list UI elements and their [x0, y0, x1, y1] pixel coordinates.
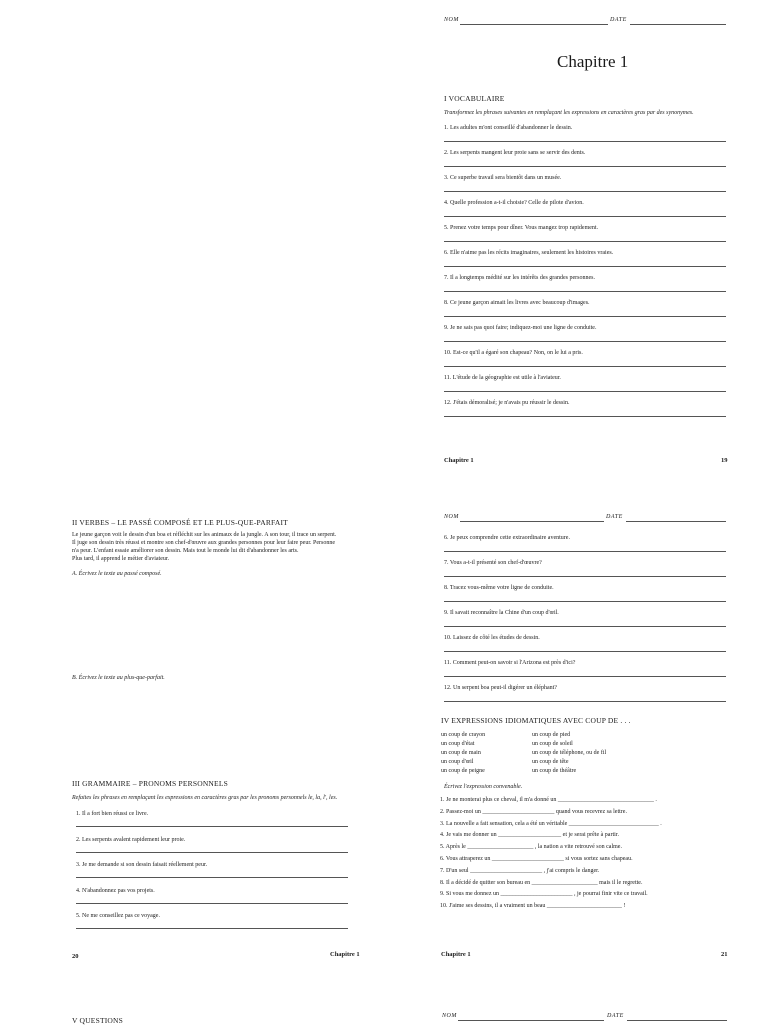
answer-line[interactable]	[444, 416, 726, 417]
exercise-item: 9. Il savait reconnaître la Chine d'un coup d'œil.	[444, 610, 559, 616]
exercise-item: 4. N'abandonnez pas vos projets.	[76, 887, 155, 894]
expression-item: un coup de peigne	[441, 768, 485, 774]
instruction: Refaites les phrases en remplaçant les expressions en caractères gras par les pronoms personnels le, la, l', les.	[72, 795, 338, 801]
expression-item: un coup de théâtre	[532, 768, 577, 774]
answer-line[interactable]	[76, 877, 348, 878]
answer-line[interactable]	[444, 266, 726, 267]
answer-line[interactable]	[76, 826, 348, 827]
fill-item: 7. D'un seul ________________________ , j'ai compris le danger.	[440, 867, 600, 874]
footer-chapter: Chapitre 1	[330, 951, 360, 958]
passage-line: Le jeune garçon voit le dessin d'un boa et réfléchit sur les animaux de la jungle. A son tour, il trace un serpent.	[72, 532, 337, 538]
page-number: 19	[721, 457, 728, 464]
exercise-item: 2. Les serpents avalent rapidement leur proie.	[76, 836, 186, 843]
task-b: B. Écrivez le texte au plus-que-parfait.	[72, 675, 165, 681]
section-title-grammaire: III GRAMMAIRE – PRONOMS PERSONNELS	[72, 779, 228, 788]
expression-item: un coup de soleil	[532, 741, 573, 747]
exercise-item: 5. Prenez votre temps pour dîner. Vous mangez trop rapidement.	[444, 225, 599, 231]
exercise-item: 11. Comment peut-on savoir si l'Arizona est près d'ici?	[444, 660, 576, 666]
exercise-item: 3. Je me demande si son dessin faisait réellement peur.	[76, 862, 208, 868]
exercise-item: 10. Est-ce qu'il a égaré son chapeau? Non, on le lui a pris.	[444, 350, 583, 356]
nom-label: NOM	[442, 1013, 457, 1019]
exercise-item: 5. Ne me conseillez pas ce voyage.	[76, 913, 160, 919]
exercise-item: 6. Je peux comprendre cette extraordinaire aventure.	[444, 535, 570, 541]
section-title-verbes: II VERBES – LE PASSÉ COMPOSÉ ET LE PLUS-QUE-PARFAIT	[72, 518, 288, 527]
exercise-item: 1. Les adultes m'ont conseillé d'abandonner le dessin.	[444, 125, 573, 131]
exercise-item: 3. Ce superbe travail sera bientôt dans un musée.	[444, 175, 562, 181]
date-label: DATE	[610, 17, 627, 23]
answer-line[interactable]	[444, 166, 726, 167]
page-20	[0, 510, 384, 1010]
expression-item: un coup de pied	[532, 732, 571, 738]
fill-item: 1. Je ne monterai plus ce cheval, il m'a donné un ________________________________ .	[440, 797, 657, 803]
exercise-item: 7. Il a longtemps médité sur les intérêts des grandes personnes.	[444, 275, 595, 281]
answer-line[interactable]	[444, 576, 726, 577]
date-line	[630, 24, 726, 25]
exercise-item: 4. Quelle profession a-t-il choisie? Celle de pilote d'avion.	[444, 200, 584, 206]
page-number: 20	[72, 953, 79, 960]
nom-label: NOM	[444, 17, 459, 23]
section-title-expressions: IV EXPRESSIONS IDIOMATIQUES AVEC COUP DE . . .	[441, 716, 631, 725]
instruction: Écrivez l'expression convenable.	[444, 784, 523, 790]
footer-chapter: Chapitre 1	[441, 951, 471, 958]
answer-line[interactable]	[444, 191, 726, 192]
instruction: Transformez les phrases suivantes en remplaçant les expressions en caractères gras par des synonymes.	[444, 110, 694, 116]
fill-item: 4. Je vais me donner un _____________________ et je serai prête à partir.	[440, 832, 619, 839]
expression-item: un coup d'œil	[441, 759, 474, 765]
page-21	[384, 510, 768, 1010]
exercise-item: 8. Ce jeune garçon aimait les livres avec beaucoup d'images.	[444, 300, 590, 306]
page-22	[0, 1010, 768, 1024]
fill-item: 2. Passez-moi un ________________________ quand vous recevrez sa lettre.	[440, 808, 627, 815]
nom-line	[458, 1020, 604, 1021]
answer-line[interactable]	[444, 341, 726, 342]
section-title-vocabulaire: I VOCABULAIRE	[444, 94, 505, 103]
passage-line: Il juge son dessin très réussi et montre son chef-d'œuvre aux grandes personnes pour leur faire peur. Personne	[72, 540, 336, 546]
expression-item: un coup de téléphone, ou de fil	[532, 750, 607, 756]
chapter-title: Chapitre 1	[557, 52, 629, 71]
exercise-item: 8. Tracez vous-même votre ligne de conduite.	[444, 585, 554, 591]
answer-line[interactable]	[444, 316, 726, 317]
expression-item: un coup de tête	[532, 759, 569, 765]
exercise-item: 11. L'étude de la géographie est utile à l'aviateur.	[444, 375, 561, 381]
answer-line[interactable]	[76, 852, 348, 853]
answer-line[interactable]	[444, 551, 726, 552]
expression-item: un coup d'état	[441, 741, 475, 747]
fill-item: 5. Après le ______________________ , la nation a vite retrouvé son calme.	[440, 844, 622, 851]
answer-line[interactable]	[444, 626, 726, 627]
answer-line[interactable]	[444, 216, 726, 217]
fill-item: 10. J'aime ses dessins, il a vraiment un beau _________________________ !	[440, 903, 626, 910]
expression-item: un coup de crayon	[441, 732, 486, 738]
nom-label: NOM	[444, 514, 459, 520]
exercise-item: 2. Les serpents mangent leur proie sans se servir des dents.	[444, 150, 586, 156]
answer-line[interactable]	[444, 391, 726, 392]
answer-line[interactable]	[444, 701, 726, 702]
exercise-item: 12. J'étais démoralisé; je n'avais pu réussir le dessin.	[444, 400, 570, 406]
date-line	[626, 521, 726, 522]
fill-item: 8. Il a décidé de quitter son bureau en ______________________ mais il le regrette.	[440, 879, 643, 886]
answer-line[interactable]	[444, 241, 726, 242]
date-label: DATE	[606, 514, 623, 520]
exercise-item: 9. Je ne sais pas quoi faire; indiquez-moi une ligne de conduite.	[444, 325, 597, 331]
answer-line[interactable]	[444, 366, 726, 367]
answer-line[interactable]	[444, 601, 726, 602]
date-label: DATE	[607, 1013, 624, 1019]
nom-line	[460, 24, 608, 25]
passage-line: n'a peur. L'enfant essaie améliorer son dessin. Mais tout le monde lui dit d'abandonner les arts.	[72, 548, 299, 554]
page-number: 21	[721, 951, 728, 958]
nom-line	[460, 521, 604, 522]
fill-item: 6. Vous attraperez un ________________________ si vous sortez sans chapeau.	[440, 856, 633, 862]
answer-line[interactable]	[444, 291, 726, 292]
exercise-item: 12. Un serpent boa peut-il digérer un éléphant?	[444, 685, 557, 691]
fill-item: 9. Si vous me donnez un ________________________ , je pourrai finir vite ce travail.	[440, 891, 648, 898]
exercise-item: 10. Laissez de côté les études de dessin.	[444, 635, 540, 641]
task-a: A. Écrivez le texte au passé composé.	[72, 571, 162, 577]
answer-line[interactable]	[444, 676, 726, 677]
section-title-questions: V QUESTIONS	[72, 1016, 124, 1025]
expression-item: un coup de main	[441, 750, 481, 756]
exercise-item: 6. Elle n'aime pas les récits imaginaires, seulement les histoires vraies.	[444, 250, 614, 256]
passage-line: Plus tard, il apprend le métier d'aviateur.	[72, 556, 170, 562]
exercise-item: 7. Vous a-t-il présenté son chef-d'œuvre?	[444, 560, 542, 566]
fill-item: 3. La nouvelle a fait sensation, cela a été un véritable ______________________________ .	[440, 820, 662, 827]
answer-line[interactable]	[444, 651, 726, 652]
date-line	[627, 1020, 727, 1021]
answer-line[interactable]	[444, 141, 726, 142]
footer-chapter: Chapitre 1	[444, 457, 474, 464]
answer-line[interactable]	[76, 928, 348, 929]
answer-line[interactable]	[76, 903, 348, 904]
exercise-item: 1. Il a fort bien réussi ce livre.	[76, 811, 149, 817]
page-19	[384, 0, 768, 510]
